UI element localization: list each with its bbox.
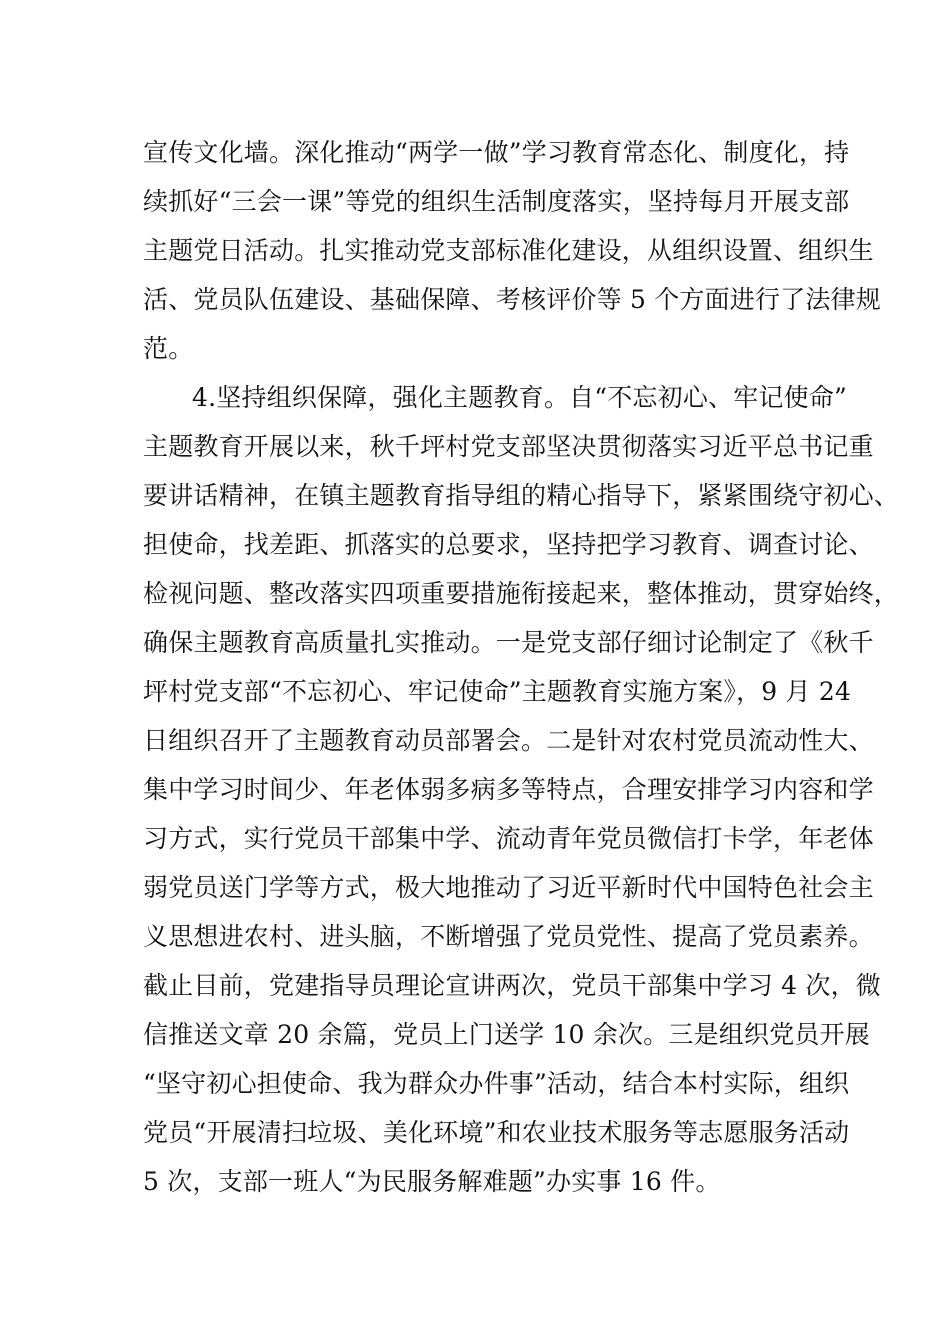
- text-line: 党员“开展清扫垃圾、美化环境”和农业技术服务等志愿服务活动: [143, 1118, 850, 1147]
- text-line: 5 次，支部一班人“为民服务解难题”办实事 16 件。: [143, 1167, 721, 1196]
- text-line: 主题教育开展以来，秋千坪村党支部坚决贯彻落实习近平总书记重: [143, 432, 874, 461]
- text-line: 弱党员送门学等方式，极大地推动了习近平新时代中国特色社会主: [143, 873, 874, 902]
- section-heading-line: 4.坚持组织保障，强化主题教育。自“不忘初心、牢记使命”: [192, 383, 848, 412]
- text-line: 活、党员队伍建设、基础保障、考核评价等 5 个方面进行了法律规: [143, 285, 882, 314]
- text-line: 义思想进农村、进头脑，不断增强了党员党性、提高了党员素养。: [143, 922, 874, 951]
- text-line: 坪村党支部“不忘初心、牢记使命”主题教育实施方案》，9 月 24: [143, 677, 852, 706]
- text-line: 截止目前，党建指导员理论宣讲两次，党员干部集中学习 4 次，微: [143, 971, 882, 1000]
- text-line: 检视问题、整改落实四项重要措施衔接起来，整体推动，贯穿始终，: [143, 579, 900, 608]
- text-line: “坚守初心担使命、我为群众办件事”活动，结合本村实际，组织: [143, 1069, 850, 1098]
- text-line: 主题党日活动。扎实推动党支部标准化建设，从组织设置、组织生: [143, 236, 874, 265]
- text-line: 集中学习时间少、年老体弱多病多等特点，合理安排学习内容和学: [143, 775, 874, 804]
- text-line: 日组织召开了主题教育动员部署会。二是针对农村党员流动性大、: [143, 726, 874, 755]
- text-line: 确保主题教育高质量扎实推动。一是党支部仔细讨论制定了《秋千: [143, 628, 874, 657]
- text-line: 宣传文化墙。深化推动“两学一做”学习教育常态化、制度化，持: [143, 138, 850, 167]
- text-line: 担使命，找差距、抓落实的总要求，坚持把学习教育、调查讨论、: [143, 530, 874, 559]
- text-line: 范。: [143, 334, 194, 363]
- text-line: 要讲话精神，在镇主题教育指导组的精心指导下，紧紧围绕守初心、: [143, 481, 900, 510]
- text-line: 习方式，实行党员干部集中学、流动青年党员微信打卡学，年老体: [143, 824, 874, 853]
- text-line: 信推送文章 20 余篇，党员上门送学 10 余次。三是组织党员开展: [143, 1020, 871, 1049]
- text-line: 续抓好“三会一课”等党的组织生活制度落实，坚持每月开展支部: [143, 187, 850, 216]
